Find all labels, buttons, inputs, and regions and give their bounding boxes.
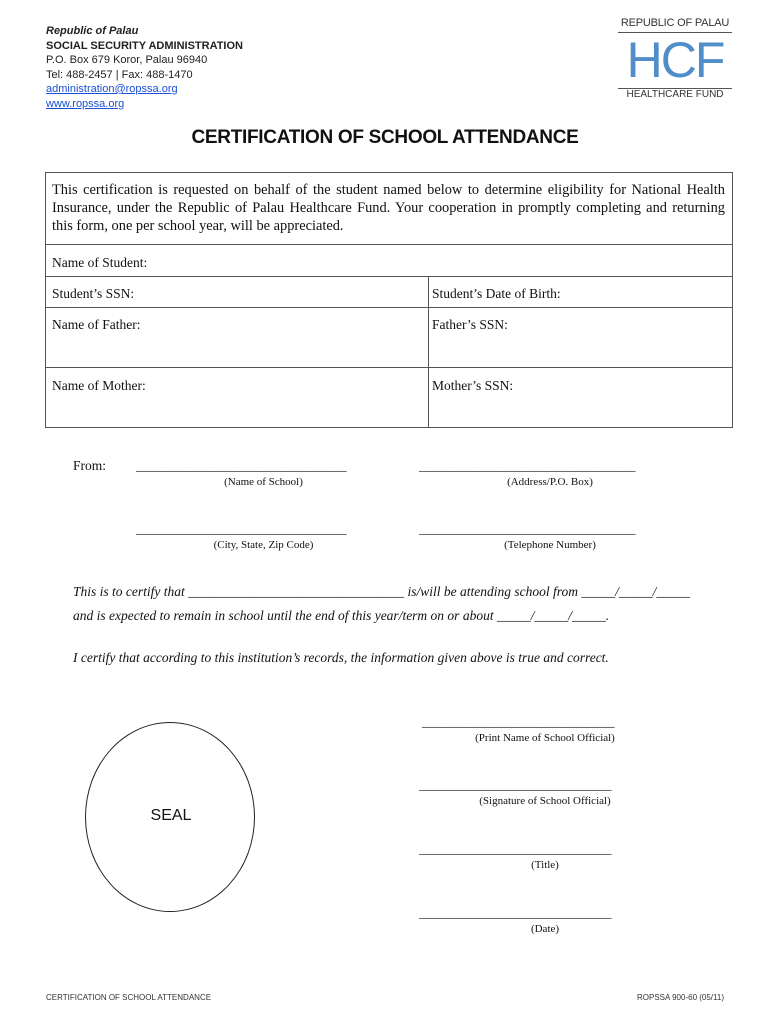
title-blank[interactable]: ________________________________ bbox=[419, 841, 611, 856]
title-caption: (Title) bbox=[531, 859, 559, 871]
telephone-caption: (Telephone Number) bbox=[504, 539, 596, 551]
student-name-field[interactable]: Name of Student: bbox=[52, 255, 148, 270]
logo-bottom-text: HEALTHCARE FUND bbox=[626, 89, 724, 100]
signature-caption: (Signature of School Official) bbox=[479, 795, 611, 807]
address-blank[interactable]: ____________________________________ bbox=[419, 458, 635, 473]
header-agency: SOCIAL SECURITY ADMINISTRATION bbox=[46, 39, 243, 52]
divider bbox=[46, 307, 732, 308]
signature-blank[interactable]: ________________________________ bbox=[419, 777, 611, 792]
student-ssn-field[interactable]: Student’s SSN: bbox=[52, 286, 135, 301]
certify-term-line[interactable]: and is expected to remain in school until the end of this year/term on or about _____/_____/_____. bbox=[73, 608, 610, 623]
student-info-box bbox=[45, 172, 733, 428]
school-name-blank[interactable]: ___________________________________ bbox=[136, 458, 346, 473]
divider bbox=[46, 276, 732, 277]
mother-ssn-field[interactable]: Mother’s SSN: bbox=[432, 378, 514, 393]
footer-form-number: ROPSSA 900-60 (05/11) bbox=[636, 993, 724, 1002]
document-title: CERTIFICATION OF SCHOOL ATTENDANCE bbox=[191, 127, 579, 148]
intro-paragraph: This certification is requested on behalf of the student named below to determine eligibility for National Health Insurance, under the Republic of Palau Healthcare Fund. Your cooperation in promptly completing and returning this form, one per school year, will be appreciated. bbox=[52, 182, 725, 234]
mother-name-field[interactable]: Name of Mother: bbox=[52, 378, 146, 393]
date-blank[interactable]: ________________________________ bbox=[419, 905, 611, 920]
header-country: Republic of Palau bbox=[46, 25, 139, 37]
certify-records-line: I certify that according to this institution’s records, the information given above is true and correct. bbox=[73, 650, 609, 665]
header-phone-fax: Tel: 488-2457 | Fax: 488-1470 bbox=[46, 68, 193, 81]
father-ssn-field[interactable]: Father’s SSN: bbox=[432, 317, 508, 332]
header-email-link[interactable]: administration@ropssa.org bbox=[46, 83, 178, 95]
from-label: From: bbox=[73, 458, 107, 473]
school-name-caption: (Name of School) bbox=[224, 476, 303, 488]
address-caption: (Address/P.O. Box) bbox=[507, 476, 593, 488]
hcf-logo bbox=[618, 17, 732, 103]
print-name-caption: (Print Name of School Official) bbox=[475, 732, 615, 744]
column-divider bbox=[428, 276, 429, 428]
seal-label: SEAL bbox=[150, 807, 192, 824]
student-dob-field[interactable]: Student’s Date of Birth: bbox=[432, 286, 561, 301]
certify-attendance-line[interactable]: This is to certify that ________________________________ is/will be attending school from _____/_____/_____ bbox=[73, 584, 691, 599]
logo-top-text: REPUBLIC OF PALAU bbox=[620, 17, 730, 29]
seal-circle bbox=[85, 722, 255, 912]
header-website-link[interactable]: www.ropssa.org bbox=[46, 97, 125, 110]
divider bbox=[46, 367, 732, 368]
father-name-field[interactable]: Name of Father: bbox=[52, 317, 141, 332]
divider bbox=[46, 244, 732, 245]
telephone-blank[interactable]: ____________________________________ bbox=[419, 521, 635, 536]
date-caption: (Date) bbox=[530, 923, 560, 935]
footer-form-name: CERTIFICATION OF SCHOOL ATTENDANCE bbox=[46, 993, 212, 1002]
logo-acronym: HCF bbox=[626, 32, 724, 88]
city-state-zip-caption: (City, State, Zip Code) bbox=[213, 539, 314, 551]
header-address: P.O. Box 679 Koror, Palau 96940 bbox=[46, 54, 208, 66]
city-state-zip-blank[interactable]: ___________________________________ bbox=[136, 521, 346, 536]
print-name-blank[interactable]: ________________________________ bbox=[422, 714, 614, 729]
